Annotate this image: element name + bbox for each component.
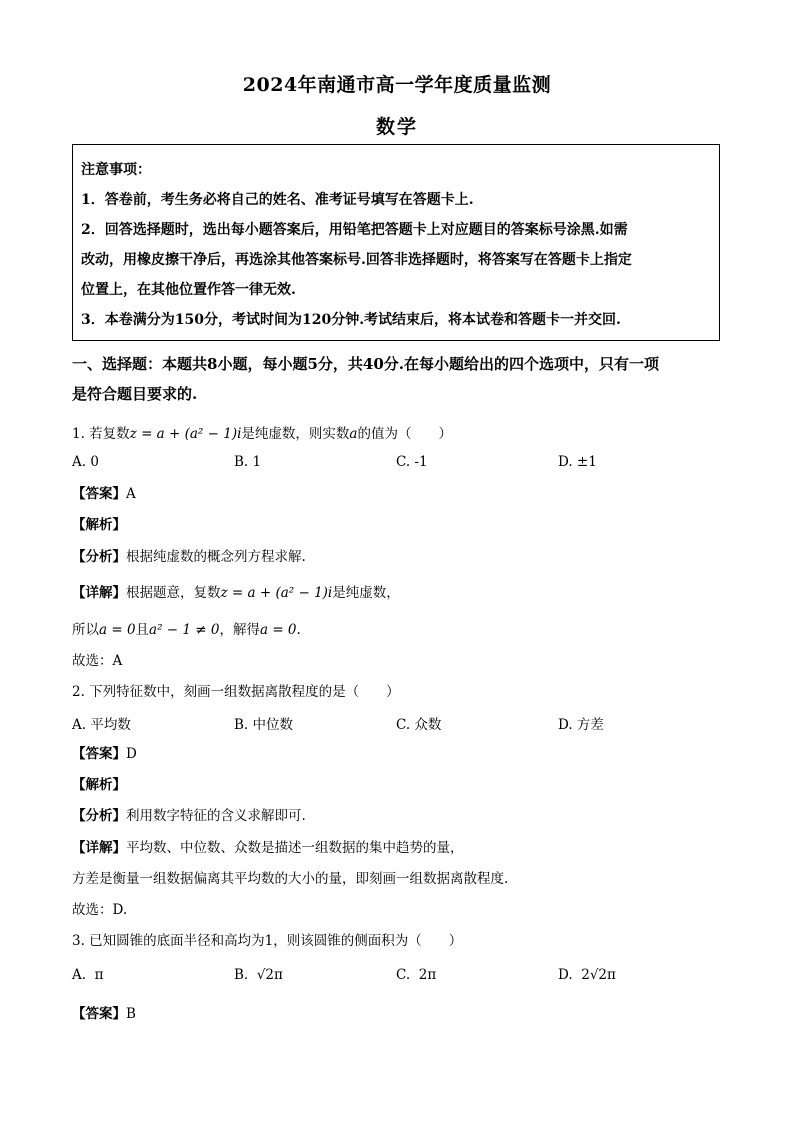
q1-option-b: B. 1 (234, 454, 262, 470)
notice-item-1: 1．答卷前，考生务必将自己的姓名、准考证号填写在答题卡上. (81, 192, 474, 208)
q2-options (72, 713, 722, 733)
q2-answer: 【答案】D (72, 746, 137, 762)
q1-option-c: C. -1 (396, 454, 428, 470)
q1-option-a: A. 0 (72, 454, 99, 470)
subject-title: 数学 (375, 116, 418, 138)
section-heading (72, 349, 722, 409)
q2-detail: 【详解】平均数、中位数、众数是描述一组数据的集中趋势的量， (72, 840, 464, 856)
notice-item-2a: 2．回答选择题时，选出每小题答案后，用铅笔把答题卡上对应题目的答案标号涂黑.如需 (81, 222, 628, 238)
q2-fenxi: 【分析】利用数字特征的含义求解即可. (72, 808, 306, 824)
q3-option-a: A. π (72, 967, 104, 983)
q1-stem: 1. 若复数z = a + (a² − 1)i是纯虚数，则实数a的值为（ ） (72, 426, 452, 442)
notice-item-2c: 位置上，在其他位置作答一律无效. (81, 282, 296, 298)
q1-analysis-label: 【解析】 (72, 517, 126, 533)
q2-analysis-label: 【解析】 (72, 777, 126, 793)
q3-stem: 3. 已知圆锥的底面半径和高均为1，则该圆锥的侧面积为（ ） (72, 933, 463, 949)
q1-formula: z = a + (a² − 1)i (129, 426, 242, 442)
q3-option-d: D. 2√2π (558, 967, 616, 983)
q2-option-b: B. 中位数 (234, 717, 294, 733)
q1-option-d: D. ±1 (558, 454, 597, 470)
q2-detail-line-2: 方差是衡量一组数据偏离其平均数的大小的量，即刻画一组数据离散程度. (72, 871, 509, 887)
notice-item-3: 3．本卷满分为150分，考试时间为120分钟.考试结束后，将本试卷和答题卡一并交回. (81, 312, 621, 328)
q2-choose: 故选：D. (72, 902, 128, 918)
q1-detail-line-2: 所以a = 0且a² − 1 ≠ 0，解得a = 0. (72, 622, 301, 638)
q2-option-a: A. 平均数 (72, 717, 131, 733)
q1-detail: 【详解】根据题意，复数z = a + (a² − 1)i是纯虚数， (72, 585, 400, 601)
q3-answer: 【答案】B (72, 1006, 136, 1022)
section-line-2: 是符合题目要求的. (72, 385, 198, 403)
q2-stem: 2. 下列特征数中，刻画一组数据离散程度的是（ ） (72, 684, 400, 700)
q3-option-c: C. 2π (396, 967, 437, 983)
section-line-1: 一、选择题：本题共8小题，每小题5分，共40分.在每小题给出的四个选项中，只有一项 (72, 355, 659, 373)
q1-options (72, 454, 722, 474)
q2-option-d: D. 方差 (558, 717, 604, 733)
q2-option-c: C. 众数 (396, 717, 442, 733)
q1-answer: 【答案】A (72, 486, 136, 502)
page-title: 2024年南通市高一学年度质量监测 (242, 74, 552, 96)
q3-option-b: B. √2π (234, 967, 283, 983)
q1-choose: 故选：A (72, 653, 123, 669)
q1-fenxi: 【分析】根据纯虚数的概念列方程求解. (72, 549, 306, 565)
q3-options (72, 967, 722, 987)
notice-heading: 注意事项： (81, 162, 151, 178)
notice-box (72, 144, 720, 341)
notice-item-2b: 改动，用橡皮擦干净后，再选涂其他答案标号.回答非选择题时，将答案写在答题卡上指定 (81, 252, 632, 268)
